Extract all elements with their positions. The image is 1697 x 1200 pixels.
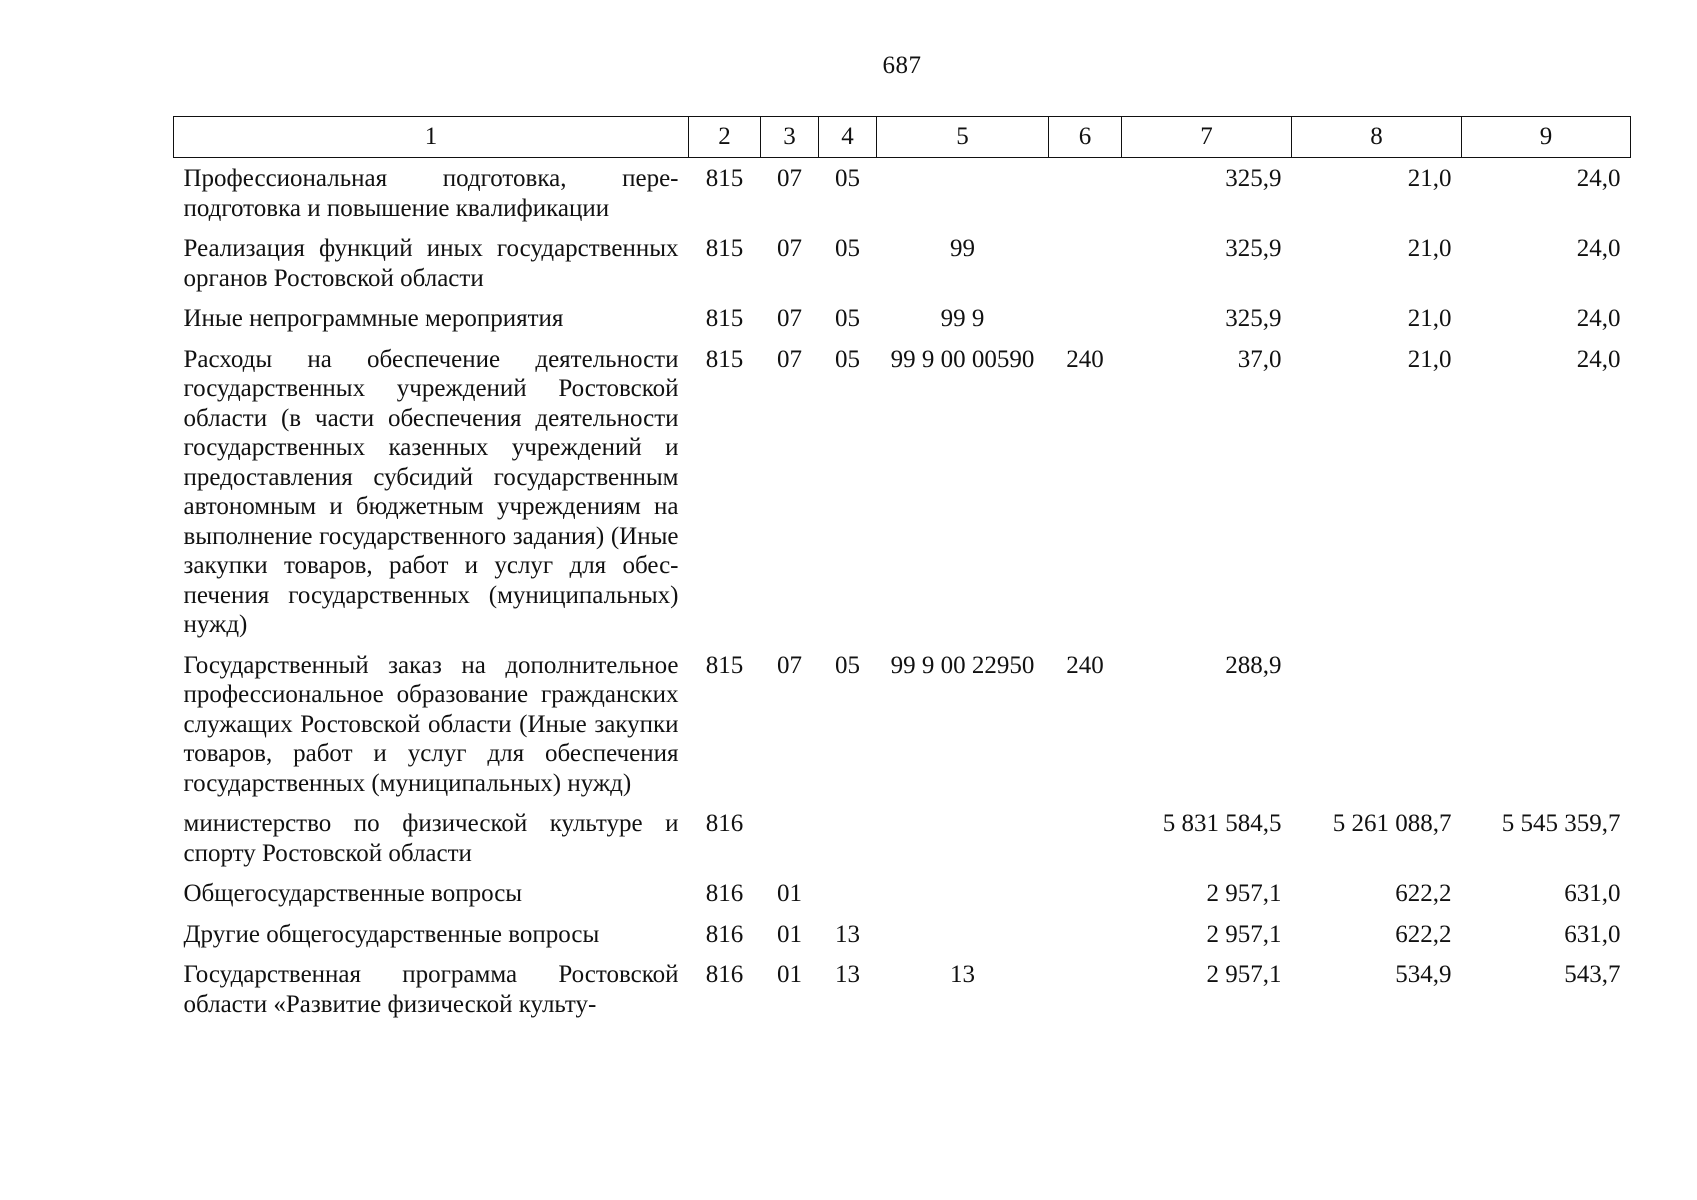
amount-year-2: 21,0	[1407, 235, 1452, 262]
section-code: 07	[777, 165, 802, 192]
amount-year-3: 24,0	[1576, 345, 1621, 373]
amount-year-3: 631,0	[1564, 920, 1621, 948]
department-code: 815	[705, 165, 744, 192]
subsection-code: 05	[835, 345, 860, 373]
column-header: 2	[689, 117, 761, 158]
section-code: 01	[777, 880, 802, 907]
amount-year-1: 5 831 584,5	[1162, 810, 1282, 837]
amount-year-1: 325,9	[1225, 305, 1282, 332]
column-header: 8	[1292, 117, 1462, 158]
table-row	[174, 879, 1631, 920]
table-row	[174, 651, 1631, 810]
subsection-code: 05	[835, 165, 860, 192]
section-code: 01	[777, 920, 802, 948]
table-header	[174, 117, 1631, 158]
department-code: 816	[705, 920, 744, 948]
subsection-code	[819, 879, 877, 920]
expense-type-code: 240	[1066, 345, 1104, 373]
amount-year-1: 2 957,1	[1206, 961, 1282, 988]
subsection-code: 05	[835, 651, 860, 679]
section-code: 07	[777, 345, 802, 373]
section-code	[761, 809, 819, 879]
column-header: 9	[1462, 117, 1631, 158]
section-code: 07	[777, 305, 802, 332]
expense-type-code	[1049, 158, 1122, 235]
amount-year-3: 24,0	[1576, 165, 1621, 192]
amount-year-2: 21,0	[1407, 165, 1452, 192]
expense-type-code	[1049, 960, 1122, 1030]
department-code: 815	[705, 305, 744, 332]
amount-year-3: 631,0	[1564, 880, 1621, 907]
expense-type-code: 240	[1066, 651, 1104, 679]
target-item-code: 99 9 00 00590	[890, 345, 1035, 373]
target-item-code	[877, 809, 1049, 879]
column-header: 4	[819, 117, 877, 158]
expense-type-code	[1049, 234, 1122, 304]
table-body	[174, 158, 1631, 1031]
expense-type-code	[1049, 920, 1122, 961]
amount-year-1: 2 957,1	[1206, 880, 1282, 907]
table-row	[174, 158, 1631, 235]
expense-name: Иные непрограммные мероприятия	[183, 305, 564, 332]
table-row	[174, 920, 1631, 961]
expense-type-code	[1049, 304, 1122, 345]
subsection-code: 05	[835, 305, 860, 332]
department-code: 815	[705, 345, 744, 373]
amount-year-3: 543,7	[1564, 961, 1621, 988]
amount-year-2	[1292, 651, 1462, 810]
amount-year-3	[1462, 651, 1631, 810]
expense-name: Расходы на обеспечение деятельности государственных учреждений Ростовской области (в части обеспечения деятельности государственных казенных учреждений и предоставления субсидий государственным автономным и бюджетным учреждениям на выполнение государственного задания) (Иные закупки товаров, работ и услуг для обеспечения государственных (муниципальных) нужд)	[183, 345, 679, 638]
amount-year-3: 24,0	[1576, 235, 1621, 262]
subsection-code: 13	[835, 920, 860, 948]
expense-type-code	[1049, 879, 1122, 920]
table-row	[174, 304, 1631, 345]
department-code: 815	[705, 235, 744, 262]
target-item-code	[877, 920, 1049, 961]
expense-name: Профессиональная подготовка, переподготовка и повышение квалификации	[183, 165, 679, 222]
target-item-code: 99	[950, 235, 975, 262]
amount-year-1: 288,9	[1225, 651, 1282, 679]
expense-name: Государственный заказ на дополнительное профессиональное образование гражданских служащих Ростовской области (Иные закупки товаров, работ и услуг для обеспечения государственных (муниципальных) нужд)	[183, 651, 679, 797]
budget-table	[173, 116, 1631, 1030]
expense-name: Другие общегосударственные вопросы	[183, 920, 600, 948]
target-item-code	[877, 879, 1049, 920]
table-row	[174, 960, 1631, 1030]
amount-year-3: 5 545 359,7	[1501, 810, 1621, 837]
department-code: 816	[705, 961, 744, 988]
section-code: 07	[777, 651, 802, 679]
column-header: 3	[761, 117, 819, 158]
expense-name: Государственная программа Ростовской области «Развитие физической культу-	[183, 961, 679, 1018]
amount-year-1: 325,9	[1225, 235, 1282, 262]
department-code: 816	[705, 810, 744, 837]
amount-year-1: 2 957,1	[1206, 920, 1282, 948]
amount-year-2: 534,9	[1395, 961, 1452, 988]
column-header: 7	[1122, 117, 1292, 158]
amount-year-2: 21,0	[1407, 345, 1452, 373]
department-code: 816	[705, 880, 744, 907]
expense-name: министерство по физической культуре и спорту Ростовской области	[183, 810, 679, 867]
amount-year-1: 325,9	[1225, 165, 1282, 192]
subsection-code: 13	[835, 961, 860, 988]
target-item-code	[877, 158, 1049, 235]
section-code: 01	[777, 961, 802, 988]
amount-year-2: 622,2	[1395, 880, 1452, 907]
column-header: 1	[174, 117, 689, 158]
target-item-code: 99 9	[940, 305, 985, 332]
amount-year-3: 24,0	[1576, 305, 1621, 332]
table-row	[174, 234, 1631, 304]
header-row	[174, 117, 1631, 158]
table-row	[174, 345, 1631, 651]
expense-type-code	[1049, 809, 1122, 879]
amount-year-2: 21,0	[1407, 305, 1452, 332]
section-code: 07	[777, 235, 802, 262]
department-code: 815	[705, 651, 744, 679]
amount-year-2: 622,2	[1395, 920, 1452, 948]
expense-name: Общегосударственные вопросы	[183, 880, 523, 907]
column-header: 6	[1049, 117, 1122, 158]
amount-year-1: 37,0	[1237, 345, 1282, 373]
subsection-code	[819, 809, 877, 879]
column-header: 5	[877, 117, 1049, 158]
amount-year-2: 5 261 088,7	[1332, 810, 1452, 837]
table-row	[174, 809, 1631, 879]
target-item-code: 99 9 00 22950	[890, 651, 1035, 679]
subsection-code: 05	[835, 235, 860, 262]
page-number: 687	[882, 52, 922, 79]
expense-name: Реализация функций иных государственных органов Ростовской области	[183, 235, 679, 292]
target-item-code: 13	[950, 961, 975, 988]
